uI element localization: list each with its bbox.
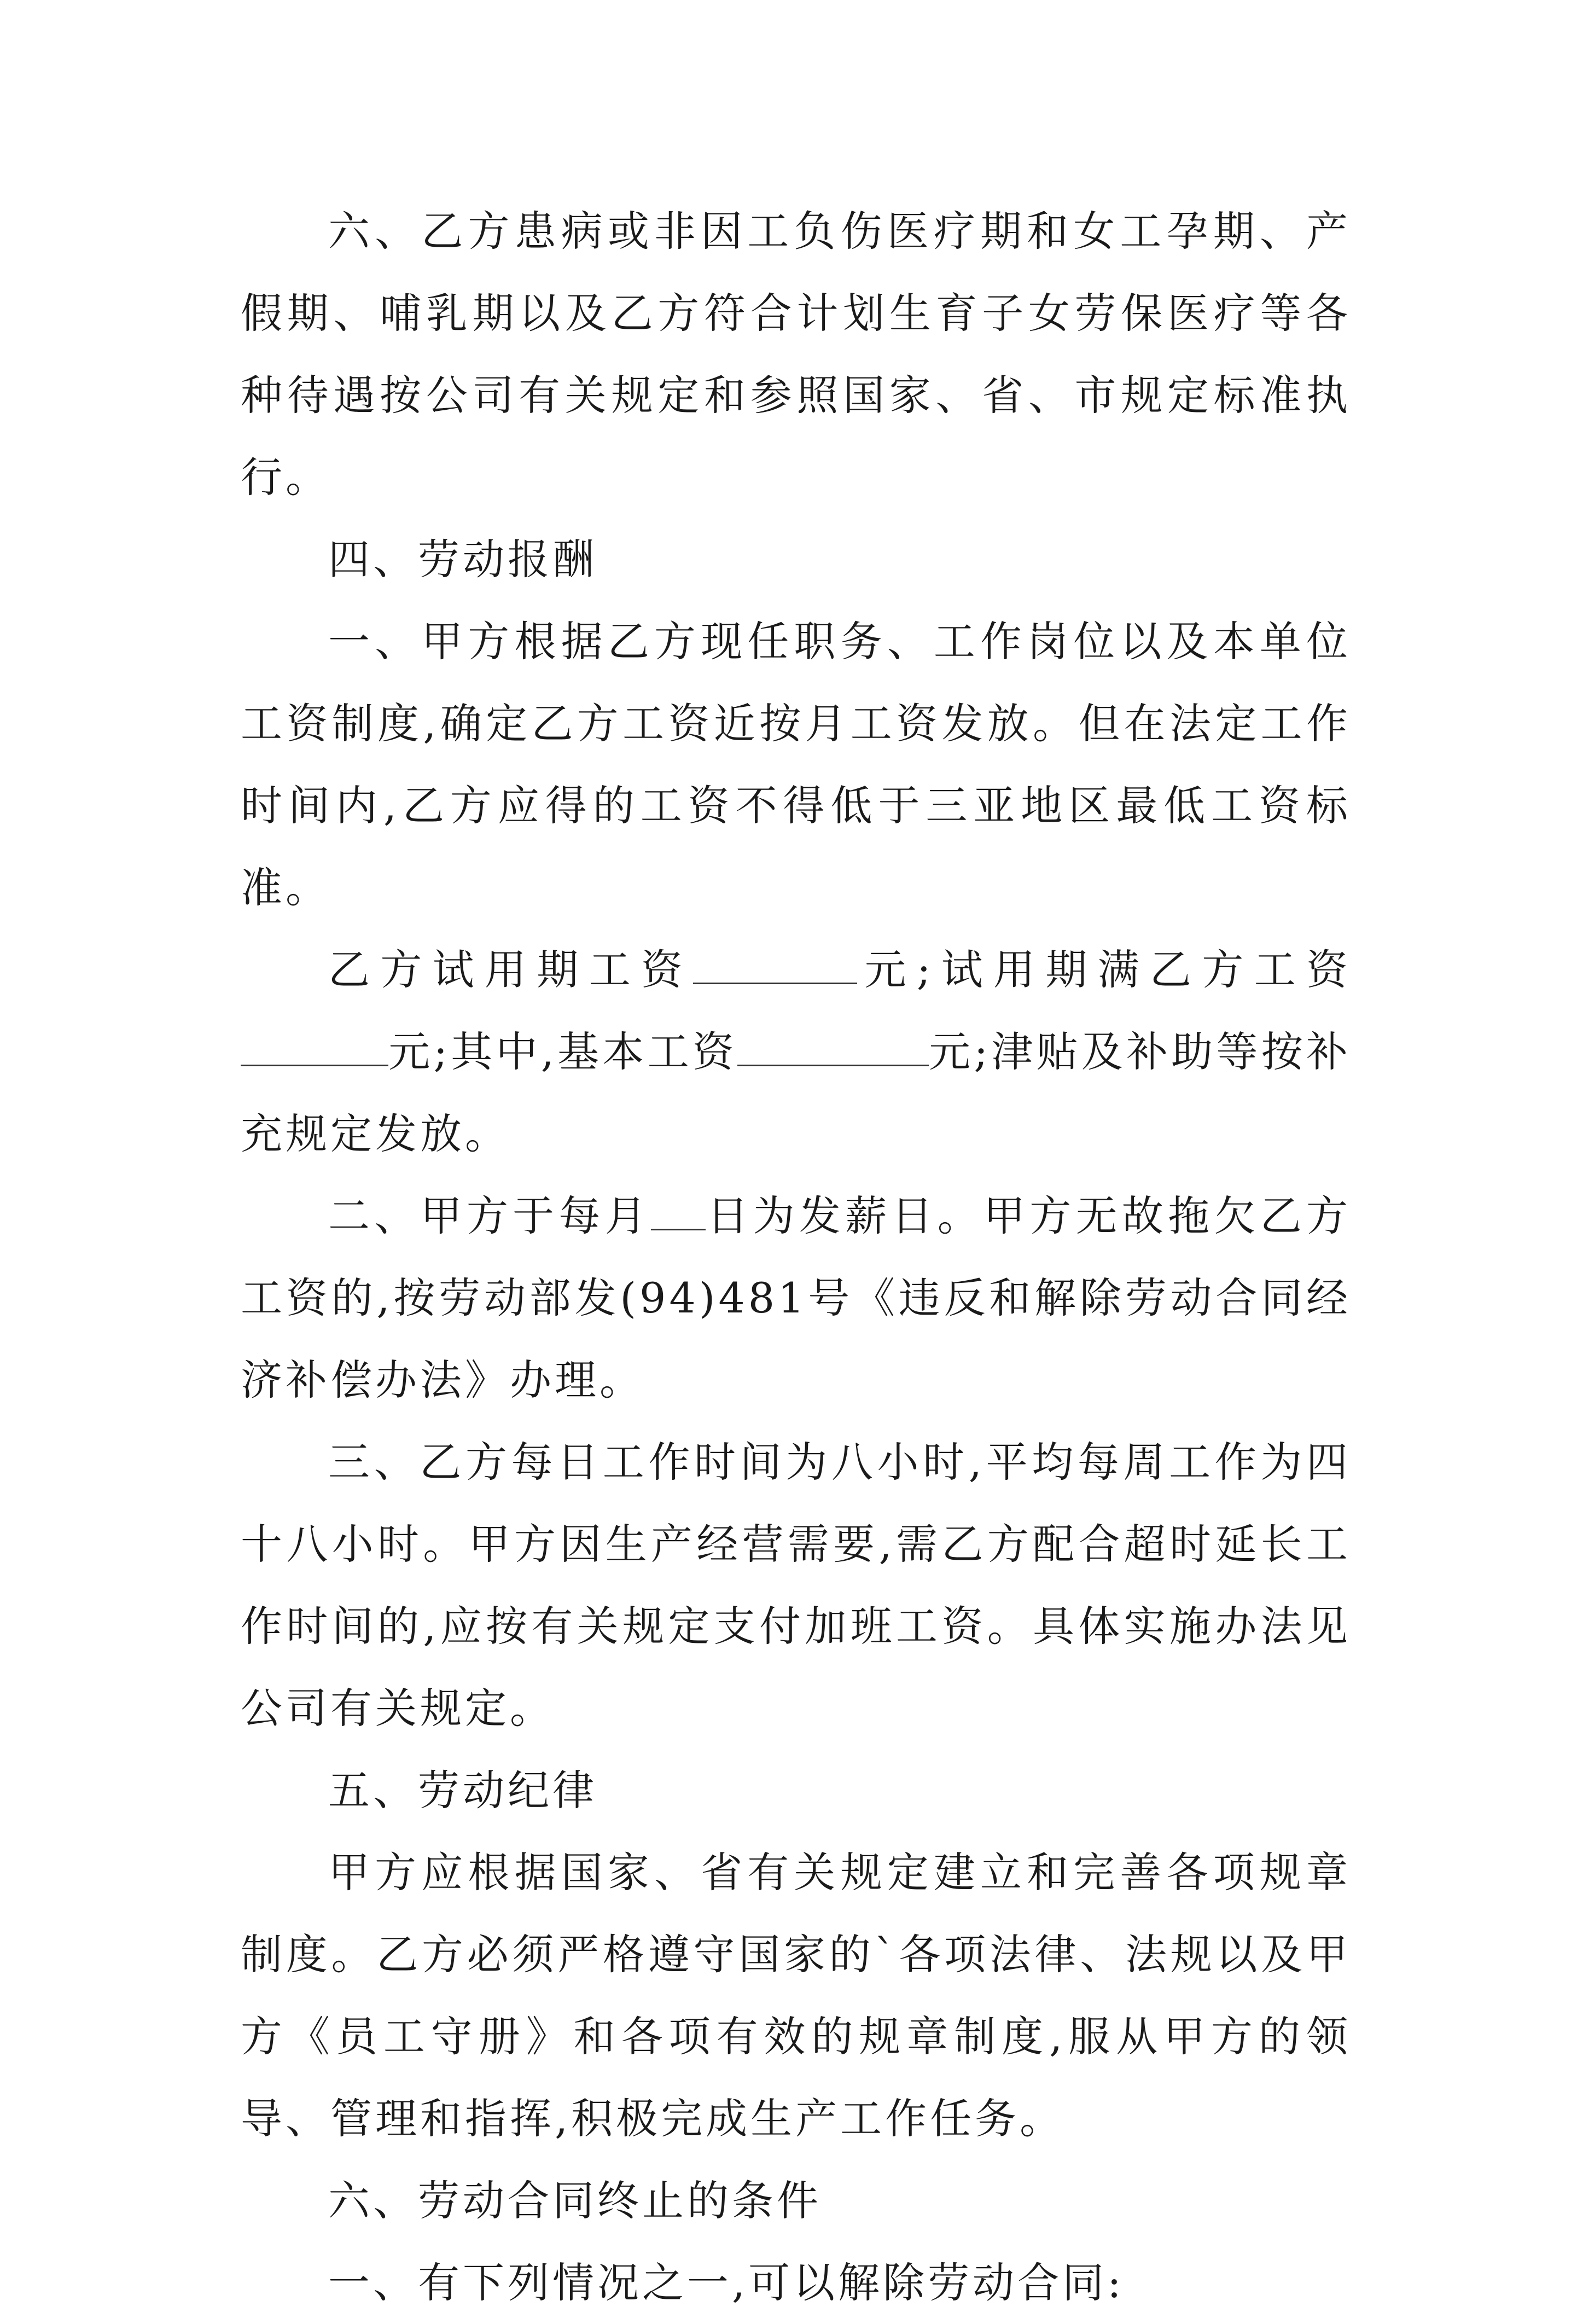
paragraph-termination-conditions: 一、有下列情况之一,可以解除劳动合同: — [328, 2258, 1125, 2307]
section-heading-termination: 六、劳动合同终止的条件 — [328, 2176, 822, 2225]
base-wage-blank — [737, 1029, 929, 1066]
wage-text-1: 乙方试用期工资 — [328, 945, 694, 994]
section-heading-discipline: 五、劳动纪律 — [328, 1766, 597, 1815]
payday-text-2: 日为发薪日。甲方无故拖欠乙方工资的,按劳动部发(94)481号《违反和解除劳动合同经济补偿办法》办理。 — [241, 1192, 1351, 1404]
paragraph-medical-benefits: 六、乙方患病或非因工负伤医疗期和女工孕期、产假期、哺乳期以及乙方符合计划生育子女劳保医疗等各种待遇按公司有关规定和参照国家、省、市规定标准执行。 — [241, 207, 1351, 502]
paragraph-wage-amounts — [241, 929, 1351, 1175]
paragraph-discipline: 甲方应根据国家、省有关规定建立和完善各项规章制度。乙方必须严格遵守国家的`各项法律、法规以及甲方《员工守册》和各项有效的规章制度,服从甲方的领导、管理和指挥,积极完成生产工作任务。 — [241, 1848, 1351, 2143]
payday-text-1: 二、甲方于每月 — [328, 1192, 651, 1240]
wage-text-4: 元;津贴及补助等按补充规定发放。 — [241, 1027, 1351, 1158]
paragraph-working-hours: 三、乙方每日工作时间为八小时,平均每周工作为四十八小时。甲方因生产经营需要,需乙方配合超时延长工作时间的,应按有关规定支付加班工资。具体实施办法见公司有关规定。 — [241, 1438, 1351, 1733]
document-body — [241, 190, 1351, 2324]
paragraph-payday — [241, 1175, 1351, 1421]
probation-wage-blank — [693, 946, 857, 984]
payday-blank — [651, 1193, 706, 1230]
section-heading-remuneration: 四、劳动报酬 — [328, 535, 597, 584]
wage-text-3: 元;其中,基本工资 — [388, 1027, 738, 1076]
paragraph-wage-system: 一、甲方根据乙方现任职务、工作岗位以及本单位工资制度,确定乙方工资近按月工资发放。但在法定工作时间内,乙方应得的工资不得低于三亚地区最低工资标准。 — [241, 617, 1351, 912]
regular-wage-blank — [241, 1029, 388, 1066]
wage-text-2: 元;试用期满乙方工资 — [857, 945, 1352, 994]
